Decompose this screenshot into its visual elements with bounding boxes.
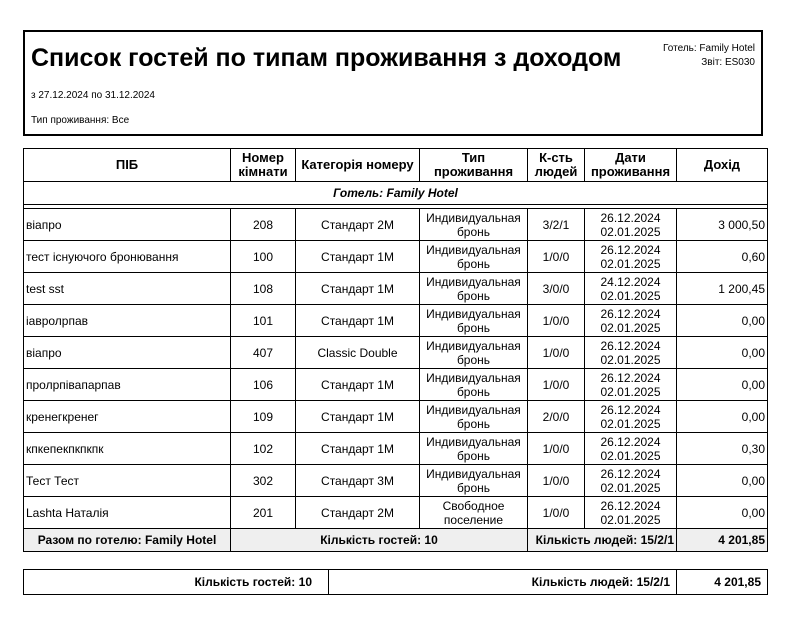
column-header-dates: Дати проживання (585, 149, 677, 182)
column-header-income: Дохід (677, 149, 768, 182)
stay-type-filter: Тип проживання: Все (31, 115, 130, 126)
table-row (24, 337, 768, 369)
cell-stay-type: Индивидуальная бронь (420, 273, 528, 305)
date-from: 26.12.2024 (600, 370, 661, 385)
subtotal-people: Кількість людей: 15/2/1 (528, 529, 677, 552)
cell-dates (585, 305, 677, 337)
cell-category: Стандарт 2М (296, 497, 420, 529)
cell-category: Стандарт 1М (296, 433, 420, 465)
cell-name: test sst (24, 273, 231, 305)
cell-name: Lashta Наталія (24, 497, 231, 529)
column-header-name: ПІБ (24, 149, 231, 182)
cell-income: 0,00 (677, 497, 768, 529)
date-from: 26.12.2024 (600, 434, 661, 449)
cell-people: 1/0/0 (528, 497, 585, 529)
cell-dates (585, 497, 677, 529)
cell-dates (585, 337, 677, 369)
table-row (24, 305, 768, 337)
column-header-category: Категорія номеру (296, 149, 420, 182)
table-header-row (24, 149, 768, 182)
date-from: 26.12.2024 (600, 242, 661, 257)
cell-room: 101 (231, 305, 296, 337)
cell-people: 1/0/0 (528, 337, 585, 369)
cell-income: 0,00 (677, 401, 768, 433)
report-code: Звіт: ES030 (701, 57, 755, 68)
cell-stay-type: Свободное поселение (420, 497, 528, 529)
date-range: з 27.12.2024 по 31.12.2024 (31, 90, 155, 101)
date-to: 02.01.2025 (600, 352, 661, 367)
cell-dates (585, 433, 677, 465)
cell-income: 1 200,45 (677, 273, 768, 305)
cell-people: 2/0/0 (528, 401, 585, 433)
cell-people: 3/2/1 (528, 209, 585, 241)
total-people: Кількість людей: 15/2/1 (329, 570, 677, 595)
table-row (24, 433, 768, 465)
cell-dates (585, 465, 677, 497)
cell-name: пролрпівапарпав (24, 369, 231, 401)
total-guests: Кількість гостей: 10 (24, 570, 329, 595)
cell-stay-type: Индивидуальная бронь (420, 209, 528, 241)
cell-income: 3 000,50 (677, 209, 768, 241)
cell-stay-type: Индивидуальная бронь (420, 305, 528, 337)
date-to: 02.01.2025 (600, 448, 661, 463)
date-from: 26.12.2024 (600, 498, 661, 513)
cell-category: Стандарт 1М (296, 369, 420, 401)
date-to: 02.01.2025 (600, 288, 661, 303)
report-header (23, 30, 763, 136)
cell-room: 108 (231, 273, 296, 305)
cell-category: Стандарт 3М (296, 465, 420, 497)
cell-room: 302 (231, 465, 296, 497)
cell-room: 106 (231, 369, 296, 401)
cell-room: 102 (231, 433, 296, 465)
subtotal-row (24, 529, 768, 552)
cell-dates (585, 401, 677, 433)
date-to: 02.01.2025 (600, 224, 661, 239)
date-to: 02.01.2025 (600, 480, 661, 495)
date-to: 02.01.2025 (600, 320, 661, 335)
cell-category: Стандарт 1М (296, 401, 420, 433)
cell-category: Classic Double (296, 337, 420, 369)
table-row (24, 273, 768, 305)
date-to: 02.01.2025 (600, 416, 661, 431)
cell-room: 100 (231, 241, 296, 273)
date-to: 02.01.2025 (600, 384, 661, 399)
cell-income: 0,00 (677, 369, 768, 401)
cell-name: віапро (24, 337, 231, 369)
cell-room: 201 (231, 497, 296, 529)
date-from: 26.12.2024 (600, 210, 661, 225)
date-from: 26.12.2024 (600, 466, 661, 481)
column-header-people: К-сть людей (528, 149, 585, 182)
cell-people: 1/0/0 (528, 241, 585, 273)
cell-name: тест існуючого бронювання (24, 241, 231, 273)
table-row (24, 241, 768, 273)
cell-dates (585, 209, 677, 241)
cell-stay-type: Индивидуальная бронь (420, 465, 528, 497)
cell-stay-type: Индивидуальная бронь (420, 337, 528, 369)
table-row (24, 497, 768, 529)
cell-name: кренегкренег (24, 401, 231, 433)
hotel-name: Готель: Family Hotel (663, 43, 755, 54)
cell-dates (585, 369, 677, 401)
cell-stay-type: Индивидуальная бронь (420, 401, 528, 433)
date-to: 02.01.2025 (600, 512, 661, 527)
cell-income: 0,60 (677, 241, 768, 273)
date-from: 26.12.2024 (600, 306, 661, 321)
date-from: 26.12.2024 (600, 338, 661, 353)
guest-table (23, 148, 768, 552)
table-row (24, 369, 768, 401)
cell-people: 3/0/0 (528, 273, 585, 305)
cell-dates (585, 273, 677, 305)
cell-room: 407 (231, 337, 296, 369)
cell-income: 0,30 (677, 433, 768, 465)
cell-income: 0,00 (677, 305, 768, 337)
cell-people: 1/0/0 (528, 465, 585, 497)
hotel-info (663, 42, 755, 70)
grand-total-row (24, 570, 768, 595)
cell-category: Стандарт 1М (296, 273, 420, 305)
column-header-room: Номер кімнати (231, 149, 296, 182)
date-from: 26.12.2024 (600, 402, 661, 417)
group-label: Готель: Family Hotel (24, 182, 768, 205)
table-row (24, 465, 768, 497)
cell-room: 208 (231, 209, 296, 241)
cell-stay-type: Индивидуальная бронь (420, 433, 528, 465)
table-row (24, 401, 768, 433)
cell-name: віапро (24, 209, 231, 241)
cell-category: Стандарт 1М (296, 241, 420, 273)
subtotal-income: 4 201,85 (677, 529, 768, 552)
cell-category: Стандарт 2М (296, 209, 420, 241)
table-row (24, 209, 768, 241)
grand-total (23, 569, 768, 595)
cell-dates (585, 241, 677, 273)
date-to: 02.01.2025 (600, 256, 661, 271)
cell-category: Стандарт 1М (296, 305, 420, 337)
cell-income: 0,00 (677, 465, 768, 497)
cell-people: 1/0/0 (528, 369, 585, 401)
cell-stay-type: Индивидуальная бронь (420, 241, 528, 273)
total-income: 4 201,85 (677, 570, 768, 595)
subtotal-label: Разом по готелю: Family Hotel (24, 529, 231, 552)
group-row (24, 182, 768, 205)
cell-room: 109 (231, 401, 296, 433)
cell-people: 1/0/0 (528, 305, 585, 337)
cell-name: кпкепекпкпкпк (24, 433, 231, 465)
subtotal-guests: Кількість гостей: 10 (231, 529, 528, 552)
cell-stay-type: Индивидуальная бронь (420, 369, 528, 401)
cell-name: іавролрпав (24, 305, 231, 337)
cell-income: 0,00 (677, 337, 768, 369)
cell-people: 1/0/0 (528, 433, 585, 465)
cell-name: Тест Тест (24, 465, 231, 497)
date-from: 24.12.2024 (600, 274, 661, 289)
report-title: Список гостей по типам проживання з доходом (31, 44, 622, 72)
column-header-stay-type: Тип проживання (420, 149, 528, 182)
